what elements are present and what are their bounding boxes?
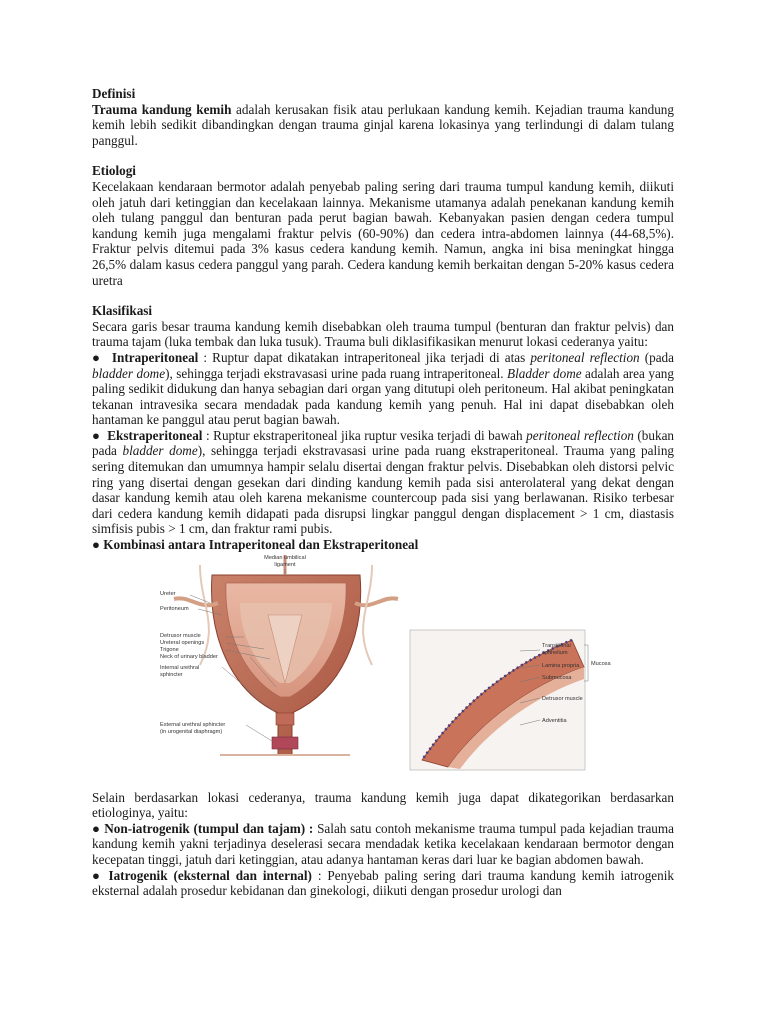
list-item-intraperitoneal	[92, 350, 674, 428]
label-ureter: Ureter	[160, 590, 176, 597]
bullet-icon: ●	[92, 427, 101, 443]
bullet-icon: ●	[92, 349, 102, 365]
term-non-iatrogenik: Non-iatrogenik (tumpul dan tajam) :	[104, 820, 314, 836]
section-etiologi	[92, 163, 674, 288]
label-mucosa: Mucosa	[591, 660, 611, 667]
intra-italic-2: bladder dome	[92, 365, 166, 381]
label-epithelium: epithelium	[542, 649, 568, 656]
paragraph-klasifikasi-intro: Secara garis besar trauma kandung kemih disebabkan oleh trauma tumpul (benturan dan fraktur pelvis) dan trauma tajam (luka tembak dan luka tusuk). Trauma buli diklasifikasikan menurut lokasi cederanya yaitu:	[92, 318, 674, 350]
list-item-ekstraperitoneal	[92, 428, 674, 537]
paragraph-definisi	[92, 102, 674, 149]
label-detrusor-muscle: Detrusor muscle	[160, 632, 201, 639]
paragraph-etiologi-intro: Selain berdasarkan lokasi cederanya, trauma kandung kemih juga dapat dikategorikan berdasarkan etiologinya, yaitu:	[92, 789, 674, 821]
label-ureteral-openings: Ureteral openings	[160, 639, 205, 646]
bullet-icon: ●	[92, 537, 100, 553]
term-iatrogenik: Iatrogenik (eksternal dan internal)	[108, 867, 312, 883]
heading-klasifikasi: Klasifikasi	[92, 303, 153, 319]
list-item-kombinasi	[92, 537, 674, 553]
label-lamina-propria: Lamina propria	[542, 662, 580, 669]
label-neck-urinary-bladder: Neck of urinary bladder	[160, 653, 218, 660]
term-ekstraperitoneal: Ekstraperitoneal	[107, 427, 203, 443]
intra-italic-1: peritoneal reflection	[530, 349, 640, 365]
bladder-anatomy-figure	[160, 555, 680, 780]
ekstra-italic-2: bladder dome	[122, 443, 198, 459]
label-trigone: Trigone	[160, 646, 179, 653]
bladder-anatomy-illustration	[160, 555, 680, 780]
paragraph-etiologi: Kecelakaan kendaraan bermotor adalah penyebab paling sering dari trauma tumpul kandung kemih, diikuti oleh jatuh dari ketinggian dan kecelakaan lainnya. Mekanisme utamanya adalah penekanan kandung kemih oleh tulang panggul dan benturan pada perut bagian bawah. Kebanyakan pasien dengan cedera tumpul kandung kemih juga mengalami fraktur pelvis (60-90%) dan cedera intra-abdomen lainnya (44-68,5%). Fraktur pelvis ditemui pada 3% kasus cedera kandung kemih. Namun, angka ini bisa meningkat hingga 26,5% dalam kasus cedera panggul yang parah. Cedera kandung kemih berkaitan dengan 5-20% kasus cedera uretra	[92, 178, 674, 288]
section-definisi	[92, 86, 674, 148]
ekstra-text-3: ), sehingga terjadi ekstravasasi urine pada ruang ekstraperitoneal. Trauma yang paling sering ditemukan dan umumnya hampir selalu disertai dengan fraktur pelvis. Disebabkan oleh distorsi pelvic ring yang disertai dengan gesekan dari dinding kandung kemih pada sisi anterolateral yang dekat dengan dasar kandung kemih atau oleh karena mekanisme countercoup pada sisi yang berlawanan. Risiko terbesar dari cedera kandung kemih didapati pada disrupsi lingkar panggul dengan displacement > 1 cm, diastasis simfisis pubis > 1 cm, dan fraktur rami pubis.	[92, 443, 675, 537]
label-internal-urethral: Internal urethral	[160, 664, 200, 671]
non-iatrogenik-text: Salah satu contoh mekanisme trauma tumpul pada kejadian trauma kandung kemih yakni terjadinya deselerasi secara mendadak ketika kecelakaan kendaraan bermotor dengan kecepatan tinggi, jatuh dari ketinggian, atau adanya hantaman keras dari luar ke bagian abdomen bawah.	[92, 820, 675, 867]
intra-italic-3: Bladder dome	[507, 365, 582, 381]
ekstra-italic-1: peritoneal reflection	[526, 427, 634, 443]
iatrogenik-text: : Penyebab paling sering dari trauma kandung kemih iatrogenik eksternal adalah prosedur kebidanan dan ginekologi, diikuti dengan prosedur urologi dan	[92, 867, 674, 899]
list-item-non-iatrogenik	[92, 821, 674, 868]
bullet-icon: ●	[92, 820, 101, 836]
label-detrusor-muscle-detail: Detrusor muscle	[542, 695, 583, 702]
intra-text-4: adalah area yang paling sedikit didukung dan hanya sebagian dari organ yang ditutupi oleh peritoneum. Hal akibat peningkatan tekanan intravesika secara mendadak pada kandung kemih yang penuh. Hal ini dapat disebabkan oleh hantaman ke panggul atau perut bagian bawah.	[92, 365, 674, 428]
label-external-urethral-sphincter: External urethral sphincter	[160, 721, 226, 728]
label-adventitia: Adventitia	[542, 717, 567, 724]
heading-etiologi: Etiologi	[92, 163, 136, 179]
term-kombinasi: Kombinasi antara Intraperitoneal dan Ekstraperitoneal	[103, 537, 419, 553]
label-submucosa: Submucosa	[542, 674, 572, 681]
document-page	[92, 86, 674, 899]
ekstra-text-1: : Ruptur ekstraperitoneal jika ruptur vesika terjadi di bawah	[202, 427, 527, 443]
term-trauma-kandung-kemih: Trauma kandung kemih	[92, 101, 232, 117]
definisi-text: adalah kerusakan fisik atau perlukaan kandung kemih. Kejadian trauma kandung kemih lebih sedikit dibandingkan dengan trauma ginjal karena lokasinya yang terlindungi di dalam tulang panggul.	[92, 101, 674, 148]
section-klasifikasi	[92, 303, 674, 553]
label-urogenital-diaphragm: (in urogenital diaphragm)	[160, 728, 223, 735]
bullet-icon: ●	[92, 867, 103, 883]
intra-text-1: : Ruptur dapat dikatakan intraperitoneal jika terjadi di atas	[198, 349, 531, 365]
list-item-iatrogenik	[92, 868, 674, 899]
intra-text-3: ), sehingga terjadi ekstravasasi urine pada ruang intraperitoneal.	[165, 365, 508, 381]
section-etiologi-kategori	[92, 790, 674, 899]
label-transitional: Transitional	[542, 642, 571, 649]
label-peritoneum: Peritoneum	[160, 605, 189, 612]
label-sphincter: sphincter	[160, 671, 183, 678]
ekstra-text-2: (bukan pada	[92, 427, 675, 459]
heading-definisi: Definisi	[92, 86, 136, 101]
term-intraperitoneal: Intraperitoneal	[111, 349, 199, 365]
label-median-umbilical: Median umbilical	[264, 554, 306, 561]
intra-text-2: (pada	[639, 349, 674, 365]
label-ligament: ligament	[274, 561, 296, 568]
